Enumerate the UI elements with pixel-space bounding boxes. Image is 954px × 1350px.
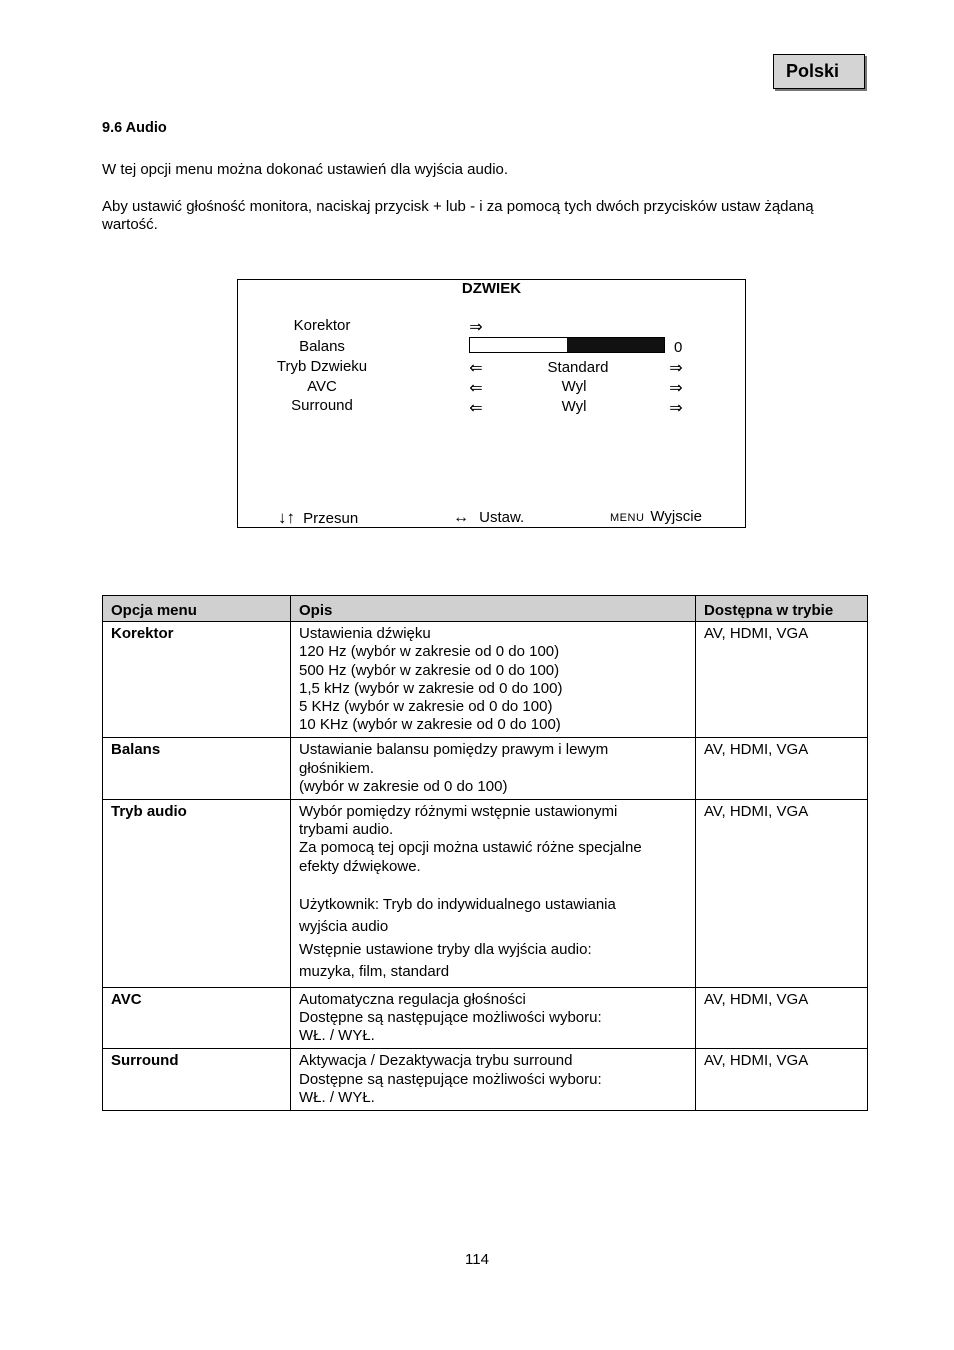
right-arrow-icon[interactable]: ⇒ [469, 319, 483, 336]
option-name: Tryb audio [103, 800, 291, 988]
osd-item-balans-label[interactable]: Balans [299, 338, 345, 355]
intro-paragraph: W tej opcji menu można dokonać ustawień dla wyjścia audio. [102, 161, 509, 178]
option-name: Balans [103, 738, 291, 800]
osd-item-surround-label[interactable]: Surround [291, 397, 353, 414]
osd-footer-move [278, 508, 358, 529]
sound-mode-value: Standard [547, 359, 609, 376]
description-line: (wybór w zakresie od 0 do 100) [299, 777, 508, 795]
description-line: 1,5 kHz (wybór w zakresie od 0 do 100) [299, 679, 563, 697]
language-badge: Polski [773, 54, 865, 89]
page-number: 114 [465, 1251, 489, 1268]
available-modes: AV, HDMI, VGA [696, 622, 868, 738]
balance-slider[interactable] [469, 337, 665, 353]
description-line: efekty dźwiękowe. [299, 857, 421, 875]
description-line: Za pomocą tej opcji można ustawić różne specjalne [299, 839, 642, 857]
description-line: Dostępne są następujące możliwości wyboru: [299, 1070, 602, 1088]
left-right-arrow-icon: ↔ [453, 509, 469, 526]
instruction-paragraph: Aby ustawić głośność monitora, naciskaj przycisk + lub - i za pomocą tych dwóch przycisków ustaw żądaną wartość. [102, 198, 814, 233]
right-arrow-icon[interactable]: ⇒ [669, 400, 683, 417]
osd-sound-menu [237, 279, 746, 528]
table-row [103, 622, 868, 738]
osd-item-tryb-label[interactable]: Tryb Dzwieku [276, 358, 368, 375]
available-modes: AV, HDMI, VGA [696, 987, 868, 1049]
osd-footer-adjust [453, 508, 524, 528]
up-down-arrows-icon: ↓↑ [278, 508, 295, 527]
description-line: 120 Hz (wybór w zakresie od 0 do 100) [299, 643, 560, 661]
left-arrow-icon[interactable]: ⇐ [469, 400, 483, 417]
table-row [103, 987, 868, 1049]
description-line: trybami audio. [299, 821, 394, 839]
column-header-option: Opcja menu [103, 596, 291, 622]
option-description [291, 987, 696, 1049]
description-line: Automatyczna regulacja głośności [299, 990, 526, 1008]
description-line: Ustawienia dźwięku [299, 625, 431, 643]
description-line: WŁ. / WYŁ. [299, 1088, 375, 1106]
available-modes: AV, HDMI, VGA [696, 800, 868, 988]
description-line: 500 Hz (wybór w zakresie od 0 do 100) [299, 661, 560, 679]
description-line: muzyka, film, standard [299, 963, 450, 981]
option-description [291, 622, 696, 738]
description-line: wyjścia audio [299, 918, 389, 936]
balance-value: 0 [674, 339, 683, 356]
description-line: Ustawianie balansu pomiędzy prawym i lewym [299, 741, 609, 759]
description-line: 5 KHz (wybór w zakresie od 0 do 100) [299, 698, 553, 716]
table-row [103, 800, 868, 988]
move-label: Przesun [303, 510, 359, 527]
menu-options-table [102, 595, 868, 1111]
table-header-row [103, 596, 868, 622]
option-description [291, 800, 696, 988]
option-description [291, 1049, 696, 1111]
section-heading: 9.6 Audio [102, 120, 167, 136]
description-line: 10 KHz (wybór w zakresie od 0 do 100) [299, 716, 561, 734]
description-line: WŁ. / WYŁ. [299, 1027, 375, 1045]
spacer [299, 876, 687, 894]
avc-value: Wyl [561, 378, 587, 395]
surround-value: Wyl [561, 398, 587, 415]
option-description [291, 738, 696, 800]
option-name: Surround [103, 1049, 291, 1111]
table-row [103, 738, 868, 800]
osd-item-korektor-label[interactable]: Korektor [293, 317, 351, 334]
osd-title: DZWIEK [461, 280, 522, 297]
osd-item-avc-label[interactable]: AVC [307, 378, 337, 395]
option-name: AVC [103, 987, 291, 1049]
left-arrow-icon[interactable]: ⇐ [469, 360, 483, 377]
available-modes: AV, HDMI, VGA [696, 738, 868, 800]
table-row [103, 1049, 868, 1111]
description-line: Dostępne są następujące możliwości wyboru: [299, 1009, 602, 1027]
menu-key-label: MENU [610, 512, 645, 524]
option-name: Korektor [103, 622, 291, 738]
left-arrow-icon[interactable]: ⇐ [469, 380, 483, 397]
right-arrow-icon[interactable]: ⇒ [669, 360, 683, 377]
description-line: Aktywacja / Dezaktywacja trybu surround [299, 1052, 573, 1070]
description-line: Wstępnie ustawione tryby dla wyjścia audio: [299, 940, 592, 958]
exit-label: Wyjscie [650, 508, 702, 525]
right-arrow-icon[interactable]: ⇒ [669, 380, 683, 397]
description-line: Wybór pomiędzy różnymi wstępnie ustawionymi [299, 803, 618, 821]
osd-footer-exit [610, 507, 702, 528]
balance-slider-fill [567, 338, 664, 352]
description-line: głośnikiem. [299, 759, 375, 777]
column-header-description: Opis [291, 596, 696, 622]
adjust-label: Ustaw. [479, 509, 525, 526]
description-line: Użytkownik: Tryb do indywidualnego ustawiania [299, 895, 616, 913]
available-modes: AV, HDMI, VGA [696, 1049, 868, 1111]
column-header-modes: Dostępna w trybie [696, 596, 868, 622]
